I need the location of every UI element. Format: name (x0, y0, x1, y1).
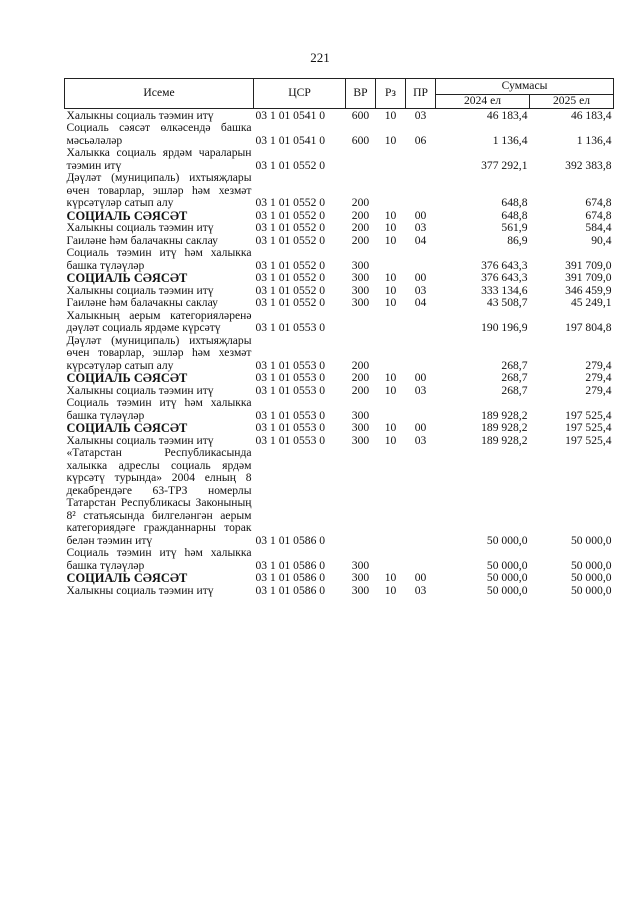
cell-rz (376, 547, 406, 572)
cell-y2024: 50 000,0 (486, 583, 528, 597)
cell-y2025: 90,4 (591, 233, 612, 247)
table-row (65, 222, 614, 235)
cell-pr (406, 310, 436, 335)
cell-csr: 03 1 01 0553 0 (255, 421, 326, 434)
cell-vr: 200 (351, 233, 370, 247)
header-sums: Суммасы (436, 79, 614, 95)
cell-name: Халыкны социаль тәэмин итү (66, 383, 214, 397)
cell-y2025: 279,4 (585, 371, 612, 384)
cell-y2025: 197 525,4 (565, 433, 612, 447)
cell-y2024: 50 000,0 (486, 533, 528, 547)
cell-y2024: 46 183,4 (486, 108, 528, 122)
table-row (65, 297, 614, 310)
cell-name: СОЦИАЛЬ СӘЯСӘТ (66, 571, 188, 585)
cell-pr (406, 172, 436, 210)
cell-y2024: 377 292,1 (481, 158, 528, 172)
cell-csr: 03 1 01 0586 0 (255, 533, 326, 547)
cell-rz (376, 335, 406, 373)
cell-name: СОЦИАЛЬ СӘЯСӘТ (66, 421, 188, 435)
cell-y2025: 391 709,0 (565, 271, 612, 284)
cell-name: Халыкның аерым категорияләренә дәүләт социаль ярдәме күрсәтү (66, 308, 252, 334)
cell-y2025: 50 000,0 (570, 558, 612, 572)
cell-name: «Татарстан Республикасында халыкка адреслы социаль ярдәм күрсәтү турында» 2004 елның 8 декабрендәге 63-ТРЗ номерлы Татарстан Республикасы Законының 8² статьясында билгеләнгән аерым категориядәге гражданнарны торак белән тәэмин итү (66, 446, 252, 547)
cell-name: Дәүләт (муниципаль) ихтыяҗлары өчен товарлар, эшләр һәм хезмәт күрсәтүләр сатып алу (66, 171, 252, 209)
cell-pr: 00 (414, 421, 427, 434)
table-row (65, 108, 614, 122)
cell-y2024: 189 928,2 (481, 408, 528, 422)
cell-y2025: 392 383,8 (565, 158, 612, 172)
cell-y2024: 190 196,9 (481, 321, 528, 334)
cell-csr: 03 1 01 0553 0 (255, 408, 326, 422)
table-row (65, 397, 614, 422)
header-rz: Рз (376, 79, 406, 109)
header-vr: ВР (346, 79, 376, 109)
table-row (65, 335, 614, 373)
cell-pr: 00 (414, 371, 427, 384)
cell-vr: 200 (351, 208, 370, 222)
cell-y2025: 50 000,0 (570, 533, 612, 547)
cell-name: Социаль тәэмин итү һәм халыкка башка түләүләр (66, 246, 252, 272)
cell-rz: 10 (384, 283, 397, 297)
cell-vr: 300 (351, 408, 370, 422)
cell-pr: 03 (414, 583, 427, 597)
table-row (65, 547, 614, 572)
header-year-2025: 2025 ел (530, 95, 614, 109)
cell-y2025: 197 525,4 (565, 408, 612, 422)
cell-y2024: 189 928,2 (481, 421, 528, 434)
cell-name: Халыкка социаль ярдәм чараларын тәэмин итү (66, 146, 252, 172)
cell-rz: 10 (384, 296, 397, 309)
cell-y2025: 674,8 (585, 208, 612, 222)
cell-vr: 300 (351, 558, 370, 572)
cell-rz: 10 (384, 433, 397, 447)
cell-vr: 200 (351, 371, 370, 384)
cell-y2024: 50 000,0 (486, 558, 528, 572)
cell-y2025: 45 249,1 (570, 296, 612, 309)
cell-csr: 03 1 01 0541 0 (255, 133, 326, 147)
cell-name: Халыкны социаль тәэмин итү (66, 433, 214, 447)
cell-y2025: 197 525,4 (565, 421, 612, 434)
cell-vr: 200 (351, 196, 370, 209)
cell-rz (376, 447, 406, 547)
table-header (65, 79, 614, 109)
cell-rz: 10 (384, 383, 397, 397)
table-row (65, 447, 614, 547)
table-row (65, 422, 614, 435)
cell-csr: 03 1 01 0553 0 (255, 321, 326, 334)
cell-csr: 03 1 01 0553 0 (255, 371, 326, 384)
cell-name: СОЦИАЛЬ СӘЯСӘТ (66, 271, 188, 285)
cell-vr (346, 147, 376, 172)
header-csr: ЦСР (254, 79, 346, 109)
cell-vr: 300 (351, 296, 370, 309)
cell-pr (406, 247, 436, 272)
cell-name: Социаль тәэмин итү һәм халыкка башка түләүләр (66, 396, 252, 422)
cell-rz: 10 (384, 583, 397, 597)
cell-y2024: 189 928,2 (481, 433, 528, 447)
cell-name: Халыкны социаль тәэмин итү (66, 221, 214, 234)
table-body (65, 108, 614, 597)
cell-y2025: 279,4 (585, 358, 612, 372)
cell-csr: 03 1 01 0552 0 (255, 208, 326, 222)
cell-y2024: 333 134,6 (481, 283, 528, 297)
header-name: Исеме (65, 79, 254, 109)
cell-pr (406, 147, 436, 172)
cell-rz (376, 397, 406, 422)
cell-vr: 200 (351, 221, 370, 234)
table-row (65, 147, 614, 172)
cell-pr: 03 (414, 433, 427, 447)
cell-vr: 300 (351, 571, 370, 584)
cell-vr: 300 (351, 258, 370, 272)
cell-csr: 03 1 01 0552 0 (255, 296, 326, 309)
cell-vr (346, 447, 376, 547)
cell-y2024: 376 643,3 (481, 258, 528, 272)
cell-rz (376, 172, 406, 210)
cell-pr (406, 335, 436, 373)
cell-vr: 600 (351, 108, 370, 122)
cell-y2025: 674,8 (585, 196, 612, 209)
table-row (65, 572, 614, 585)
cell-rz: 10 (384, 208, 397, 222)
cell-vr: 300 (351, 421, 370, 434)
cell-y2025: 1 136,4 (576, 133, 612, 147)
cell-csr: 03 1 01 0553 0 (255, 383, 326, 397)
cell-y2025: 50 000,0 (570, 571, 612, 584)
table-row (65, 310, 614, 335)
cell-y2025: 391 709,0 (565, 258, 612, 272)
table-row (65, 585, 614, 598)
cell-y2024: 561,9 (501, 221, 528, 234)
cell-vr: 300 (351, 583, 370, 597)
budget-table (64, 78, 614, 597)
page-number: 221 (310, 50, 330, 65)
cell-pr: 03 (414, 221, 427, 234)
cell-y2024: 648,8 (501, 196, 528, 209)
cell-name: Дәүләт (муниципаль) ихтыяҗлары өчен товарлар, эшләр һәм хезмәт күрсәтүләр сатып алу (66, 333, 252, 372)
cell-y2024: 648,8 (501, 208, 528, 222)
cell-pr: 06 (414, 133, 427, 147)
cell-y2025: 46 183,4 (570, 108, 612, 122)
cell-rz: 10 (384, 271, 397, 284)
cell-csr: 03 1 01 0552 0 (255, 158, 326, 172)
cell-pr: 00 (414, 208, 427, 222)
cell-name: Социаль сәясәт өлкәсендә башка мәсьәләләр (66, 121, 252, 147)
cell-y2025: 50 000,0 (570, 583, 612, 597)
cell-csr: 03 1 01 0553 0 (255, 358, 326, 372)
cell-csr: 03 1 01 0552 0 (255, 271, 326, 284)
cell-rz: 10 (384, 221, 397, 234)
cell-name: СОЦИАЛЬ СӘЯСӘТ (66, 208, 188, 223)
cell-pr (406, 397, 436, 422)
table-row (65, 372, 614, 385)
cell-y2024: 268,7 (501, 358, 528, 372)
cell-vr: 600 (351, 133, 370, 147)
cell-pr: 03 (414, 283, 427, 297)
cell-name: СОЦИАЛЬ СӘЯСӘТ (66, 371, 188, 385)
cell-rz: 10 (384, 421, 397, 434)
cell-pr: 03 (414, 108, 427, 122)
cell-rz: 10 (384, 133, 397, 147)
cell-y2025: 584,4 (585, 221, 612, 234)
cell-csr: 03 1 01 0586 0 (255, 558, 326, 572)
cell-pr: 00 (414, 571, 427, 584)
cell-name: Халыкны социаль тәэмин итү (66, 108, 214, 122)
cell-csr: 03 1 01 0552 0 (255, 196, 326, 209)
cell-pr: 00 (414, 271, 427, 284)
cell-vr: 300 (351, 271, 370, 284)
cell-name: Гаиләне һәм балачакны саклау (66, 233, 218, 247)
header-year-2024: 2024 ел (436, 95, 530, 109)
cell-y2024: 268,7 (501, 383, 528, 397)
cell-y2025: 279,4 (585, 383, 612, 397)
cell-vr: 300 (351, 433, 370, 447)
cell-vr (346, 310, 376, 335)
cell-csr: 03 1 01 0541 0 (255, 108, 326, 122)
cell-csr: 03 1 01 0553 0 (255, 433, 326, 447)
cell-name: Халыкны социаль тәэмин итү (66, 283, 214, 297)
cell-rz (376, 247, 406, 272)
cell-y2024: 86,9 (507, 233, 528, 247)
cell-vr: 200 (351, 383, 370, 397)
cell-name: Социаль тәэмин итү һәм халыкка башка түләүләр (66, 546, 252, 572)
cell-rz (376, 147, 406, 172)
cell-rz: 10 (384, 371, 397, 384)
cell-y2024: 268,7 (501, 371, 528, 384)
cell-y2024: 1 136,4 (492, 133, 528, 147)
header-pr: ПР (406, 79, 436, 109)
cell-pr: 03 (414, 383, 427, 397)
cell-pr: 04 (414, 233, 427, 247)
cell-csr: 03 1 01 0586 0 (255, 583, 326, 597)
cell-y2024: 43 508,7 (486, 296, 528, 309)
cell-pr (406, 447, 436, 547)
cell-vr: 300 (351, 283, 370, 297)
cell-y2024: 376 643,3 (481, 271, 528, 284)
cell-pr (406, 547, 436, 572)
cell-csr: 03 1 01 0552 0 (255, 221, 326, 234)
cell-csr: 03 1 01 0552 0 (255, 258, 326, 272)
cell-y2025: 346 459,9 (565, 283, 612, 297)
cell-rz (376, 310, 406, 335)
cell-rz: 10 (384, 571, 397, 584)
cell-pr: 04 (414, 296, 427, 309)
cell-name: Гаиләне һәм балачакны саклау (66, 296, 218, 309)
table-row (65, 172, 614, 210)
table-row (65, 122, 614, 147)
cell-csr: 03 1 01 0552 0 (255, 283, 326, 297)
cell-csr: 03 1 01 0586 0 (255, 571, 326, 584)
cell-rz: 10 (384, 108, 397, 122)
cell-y2024: 50 000,0 (486, 571, 528, 584)
table-row (65, 272, 614, 285)
cell-rz: 10 (384, 233, 397, 247)
cell-csr: 03 1 01 0552 0 (255, 233, 326, 247)
table-row (65, 247, 614, 272)
cell-y2025: 197 804,8 (565, 321, 612, 334)
cell-name: Халыкны социаль тәэмин итү (66, 583, 214, 597)
cell-vr: 200 (351, 358, 370, 372)
